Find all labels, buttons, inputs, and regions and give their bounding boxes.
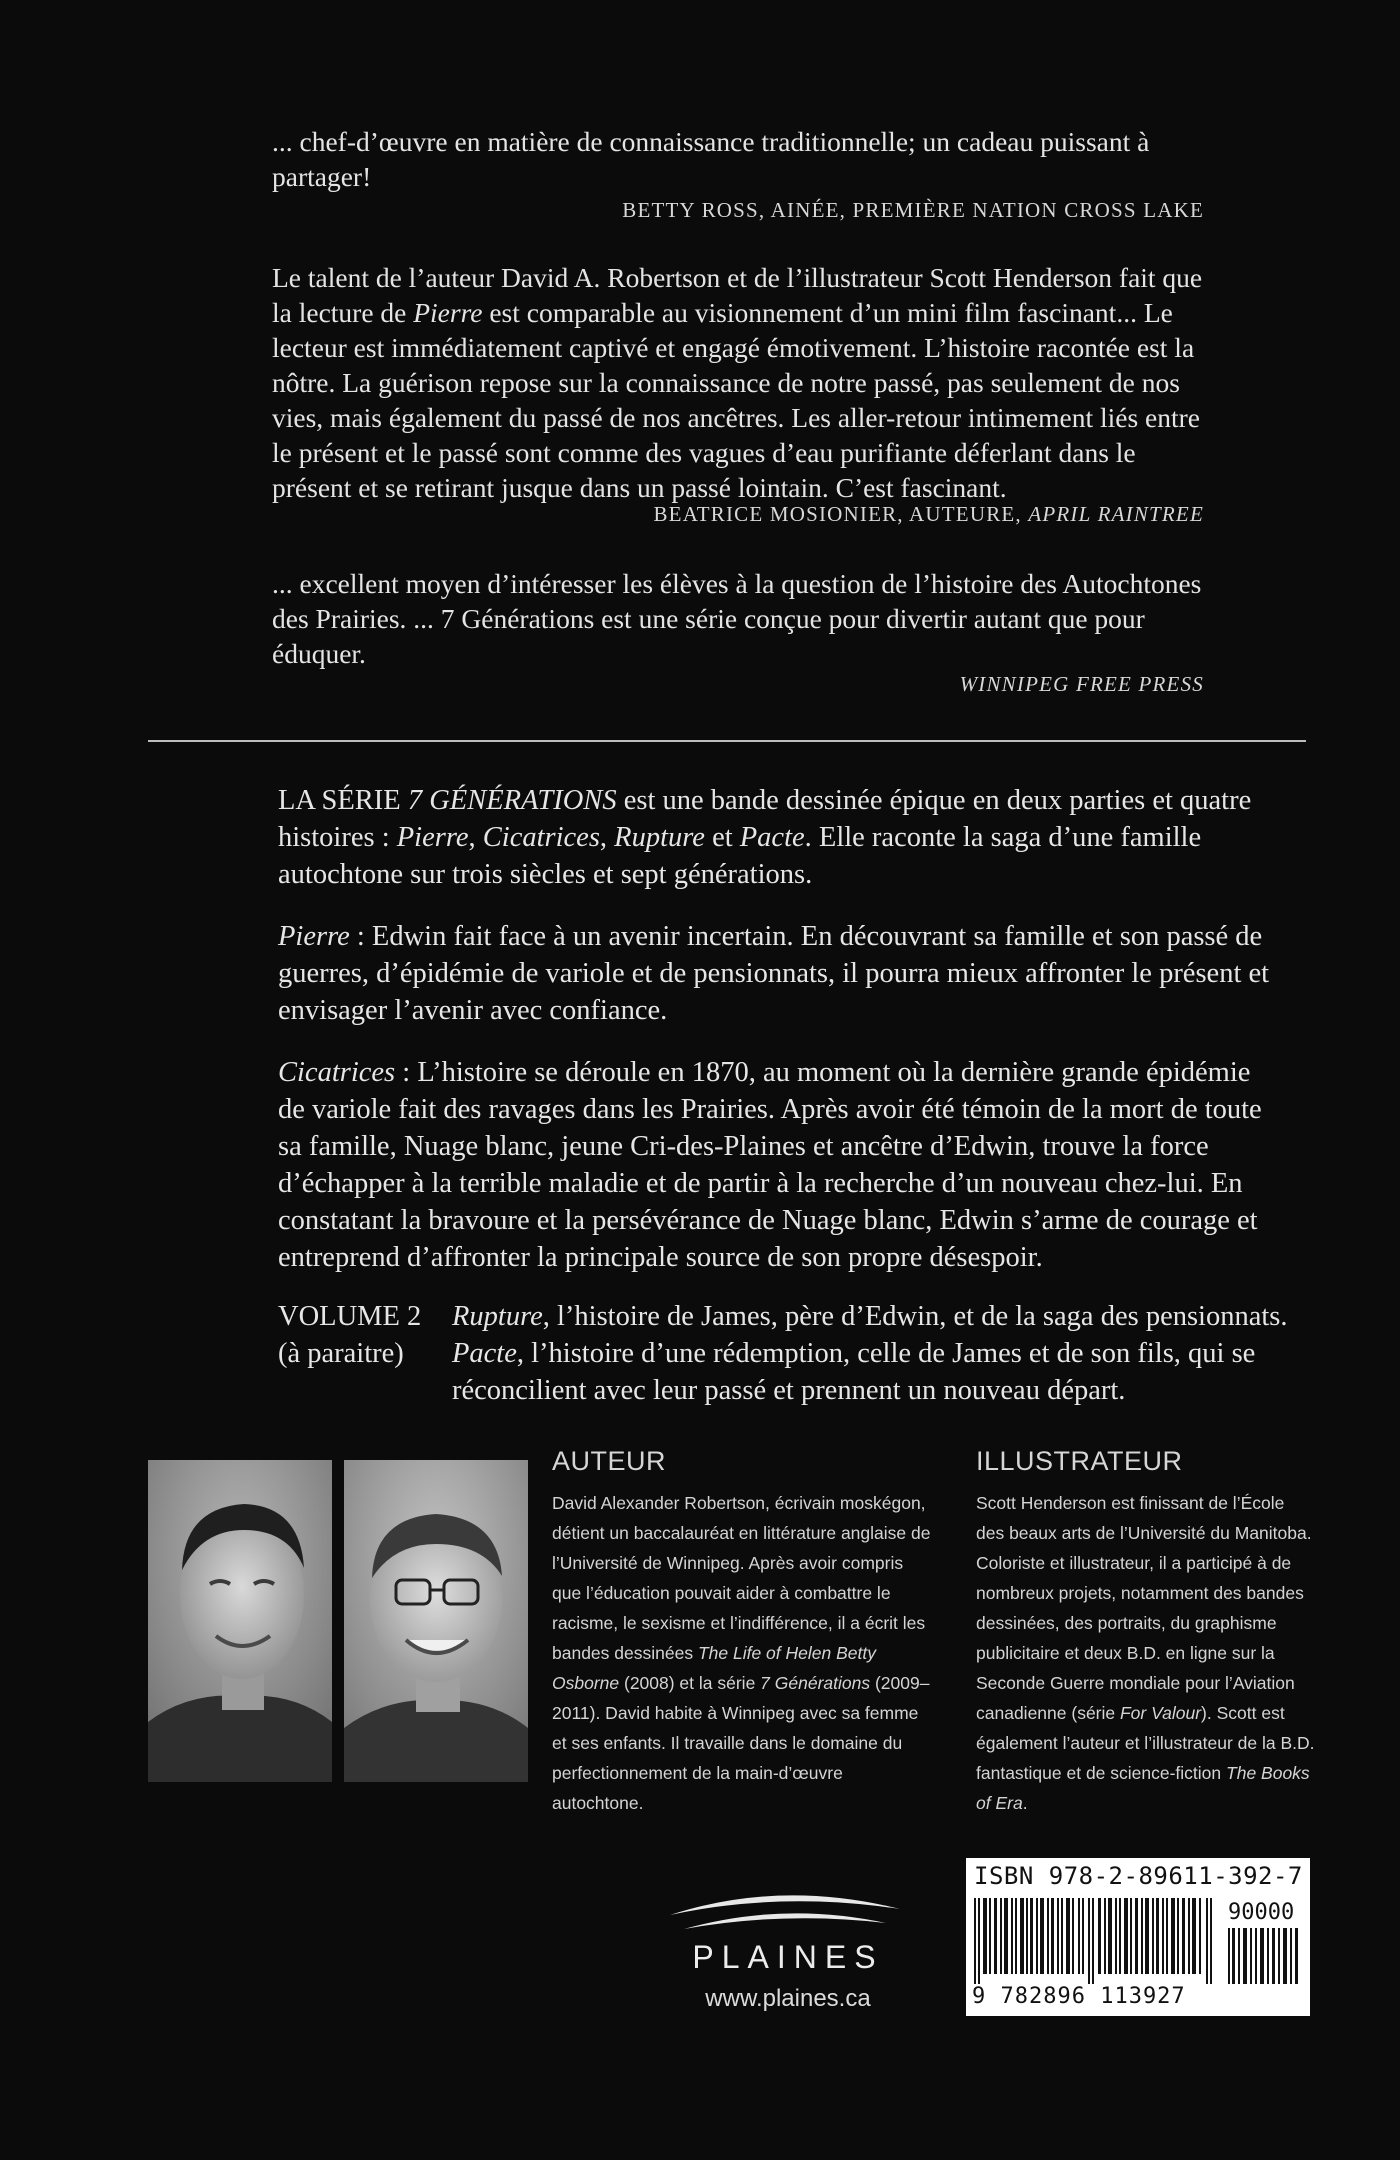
illustrator-bio: Scott Henderson est finissant de l’École des beaux arts de l’Université du Manitoba. Coloriste et illustrateur, il a participé à de nombreux projets, notamment des bandes dessinées, des portraits, du graphisme publicitaire et deux B.D. en ligne sur la Seconde Guerre mondiale pour l’Aviation canadienne (série For Valour). Scott est également l’auteur et l’illustrateur de la B.D. fantastique et de science-fiction The Books of Era.	[976, 1493, 1315, 1813]
quote-attribution-beatrice-mosionier: BEATRICE MOSIONIER, AUTEURE, APRIL RAINTREE	[653, 502, 1204, 526]
author-portrait-image	[148, 1460, 332, 1782]
quote-beatrice-mosionier: Le talent de l’auteur David A. Robertson et de l’illustrateur Scott Henderson fait que la lecture de Pierre est comparable au visionnement d’un mini film fascinant... Le lecteur est immédiatement captivé et engagé émotivement. L’histoire racontée est la nôtre. La guérison repose sur la connaissance de notre passé, pas seulement de nos vies, mais également du passé de nos ancêtres. Les aller-retour intimement liés entre le présent et le passé sont comme des vagues d’eau purifiante déferlant dans le présent et se retirant jusque dans un passé lointain. C’est fascinant.	[272, 262, 1203, 503]
book-title-april-raintree: APRIL RAINTREE	[1028, 502, 1204, 526]
author-heading: AUTEUR	[552, 1446, 667, 1476]
series-pierre-summary: Pierre : Edwin fait face à un avenir incertain. En découvrant sa famille et son passé de guerres, d’épidémie de variole et de pensionnats, il pourra mieux affronter le présent et envisager l’avenir avec confiance.	[278, 921, 1270, 1026]
quote-attribution-betty-ross: BETTY ROSS, AINÉE, PREMIÈRE NATION CROSS LAKE	[622, 198, 1204, 222]
author-bio: David Alexander Robertson, écrivain moskégon, détient un baccalauréat en littérature anglaise de l’Université de Winnipeg. Après avoir compris que l’éducation pouvait aider à combattre le racisme, le sexisme et l’indifférence, il a écrit les bandes dessinées The Life of Helen Betty Osborne (2008) et la série 7 Générations (2009–2011). David habite à Winnipeg avec sa femme et ses enfants. Il travaille dans le domaine du perfectionnement de la main-d’œuvre autochtone.	[552, 1493, 931, 1813]
series-intro: LA SÉRIE 7 GÉNÉRATIONS est une bande dessinée épique en deux parties et quatre histoires : Pierre, Cicatrices, Rupture et Pacte. Elle raconte la saga d’une famille autochtone sur trois siècles et sept générations.	[278, 785, 1252, 890]
publisher-logo	[660, 1885, 910, 2015]
volume-2-description: Rupture, l’histoire de James, père d’Edwin, et de la saga des pensionnats. Pacte, l’histoire d’une rédemption, celle de James et de son fils, qui se réconcilient avec leur passé et prennent un nouveau départ.	[452, 1301, 1288, 1406]
series-cicatrices-summary: Cicatrices : L’histoire se déroule en 1870, au moment où la dernière grande épidémie de variole fait des ravages dans les Prairies. Après avoir été témoin de la mort de toute sa famille, Nuage blanc, jeune Cri-des-Plaines et ancêtre d’Edwin, trouve la force d’échapper à la terrible maladie et de partir à la recherche d’un nouveau chez-lui. En constatant la bravoure et la persévérance de Nuage blanc, Edwin s’arme de courage et entreprend d’affronter la principale source de son propre désespoir.	[278, 1057, 1262, 1273]
section-divider	[148, 740, 1306, 742]
quote-attribution-winnipeg-free-press: WINNIPEG FREE PRESS	[959, 672, 1204, 696]
volume-2-label: VOLUME 2 (à paraitre)	[278, 1301, 422, 1369]
isbn-number: ISBN 978-2-89611-392-7	[974, 1862, 1303, 1890]
book-title-pierre: Pierre	[413, 297, 483, 328]
price-code: 90000	[1228, 1900, 1295, 1925]
plaines-mark-icon	[660, 1885, 910, 1935]
quote-winnipeg-free-press: ... excellent moyen d’intéresser les élèves à la question de l’histoire des Autochtones des Prairies. ... 7 Générations est une série conçue pour divertir autant que pour éduquer.	[272, 568, 1202, 669]
illustrator-portrait-image	[344, 1460, 528, 1782]
isbn-barcode	[966, 1858, 1310, 2016]
series-title: 7 GÉNÉRATIONS	[407, 785, 617, 816]
quote-betty-ross: ... chef-d’œuvre en matière de connaissance traditionnelle; un cadeau puissant à partager!	[272, 126, 1150, 192]
publisher-name: PLAINES	[692, 1939, 884, 1975]
illustrator-photo	[344, 1460, 528, 1782]
author-photo	[148, 1460, 332, 1782]
addon-barcode-bars	[1228, 1928, 1300, 1984]
illustrator-heading: ILLUSTRATEUR	[976, 1446, 1183, 1476]
ean-digits: 9 782896 113927	[972, 1984, 1186, 2009]
ean-barcode-bars	[974, 1898, 1218, 1984]
publisher-url: www.plaines.ca	[705, 1985, 871, 2012]
